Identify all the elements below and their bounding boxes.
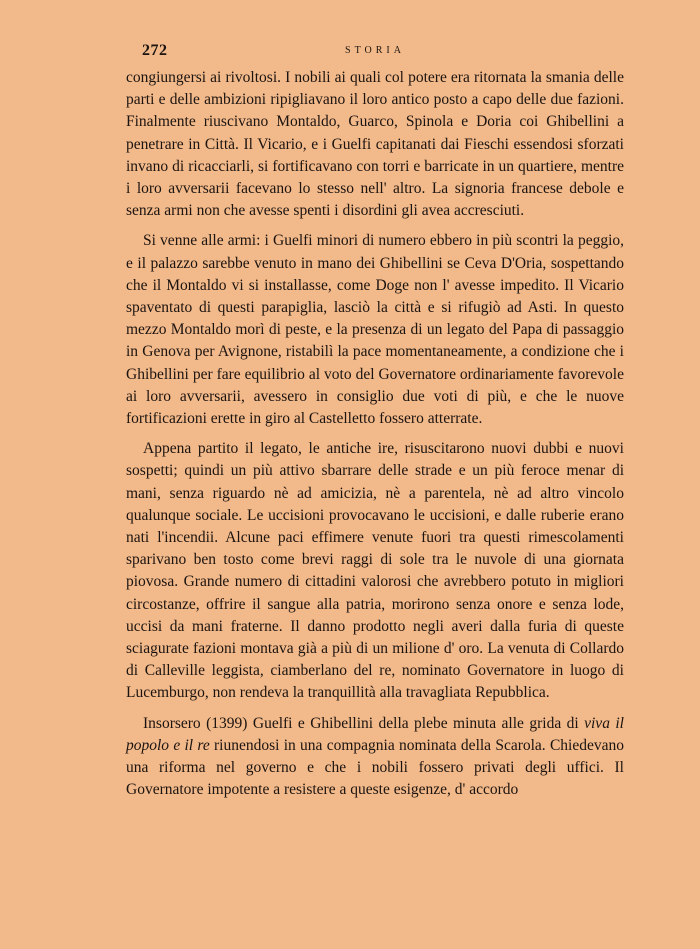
body-text — [126, 67, 624, 810]
page-number: 272 — [142, 42, 168, 59]
paragraph-last — [126, 713, 624, 802]
page-header — [126, 42, 624, 64]
italic-quote: viva il popolo e il re — [126, 714, 624, 754]
paragraph: Si venne alle armi: i Guelfi minori di numero ebbero in più scontri la peggio, e il palazzo sarebbe venuto in mano dei Ghibellini se Ceva D'Oria, sospettando che il Montaldo vi si installasse, come Doge non l' avesse impedito. Il Vicario spaventato di questi parapiglia, lasciò la città e si rifugiò ad Asti. In questo mezzo Montaldo morì di peste, e la presenza di un legato del Papa di passaggio in Genova per Avignone, ristabilì la pace momentaneamente, a condizione che i Ghibellini per fare equilibrio al voto del Governatore ordinariamente favorevole ai loro avversarii, avessero in consiglio due voti di più, e che le nuove fortificazioni erette in giro al Castelletto fossero atterrate. — [126, 232, 624, 428]
paragraph-text: Insorsero (1399) Guelfi e Ghibellini della plebe minuta alle grida di — [143, 714, 585, 732]
paragraph-text: riunendosi in una compagnia nominata della Scarola. Chiedevano una riforma nel governo e che i nobili fossero privati degli uffici. Il Governatore impotente a resistere a queste esigenze, d' accordo — [126, 736, 624, 799]
paragraph-continuation: congiungersi ai rivoltosi. I nobili ai quali col potere era ritornata la smania delle parti e delle ambizioni ripigliavano il loro antico posto a capo delle due fazioni. Finalmente riuscivano Montaldo, Guarco, Spinola e Doria coi Ghibellini a penetrare in Città. Il Vicario, e i Guelfi capitanati dai Fieschi essendosi sforzati invano di ricacciarli, si fortificavano con torri e barricate in un quartiere, mentre i loro avversarii facevano lo stesso nell' altro. La signoria francese debole e senza armi non che avesse spenti i disordini gli avea accresciuti. — [126, 69, 624, 220]
paragraph: Appena partito il legato, le antiche ire, risuscitarono nuovi dubbi e nuovi sospetti; quindi un più attivo sbarrare delle strade e un più feroce menar di mani, senza riguardo nè ad amicizia, nè a parentela, nè ad altro vincolo qualunque sociale. Le uccisioni provocavano le uccisioni, e dalle ruberie erano nati l'incendii. Alcune paci effimere venute fuori tra questi rimescolamenti sparivano ben tosto come brevi raggi di sole tra le nuvole di una giornata piovosa. Grande numero di cittadini valorosi che avrebbero potuto in migliori circostanze, offrire il sangue alla patria, morirono senza onore e senza lode, uccisi da mani fraterne. Il danno prodotto negli averi dalla furia di queste sciagurate fazioni montava già a più di un milione d' oro. La venuta di Collardo di Calleville leggista, ciamberlano del re, nominato Governatore in luogo di Lucemburgo, non rendeva la tranquillità alla travagliata Repubblica. — [126, 440, 624, 702]
running-head: STORIA — [345, 45, 405, 56]
